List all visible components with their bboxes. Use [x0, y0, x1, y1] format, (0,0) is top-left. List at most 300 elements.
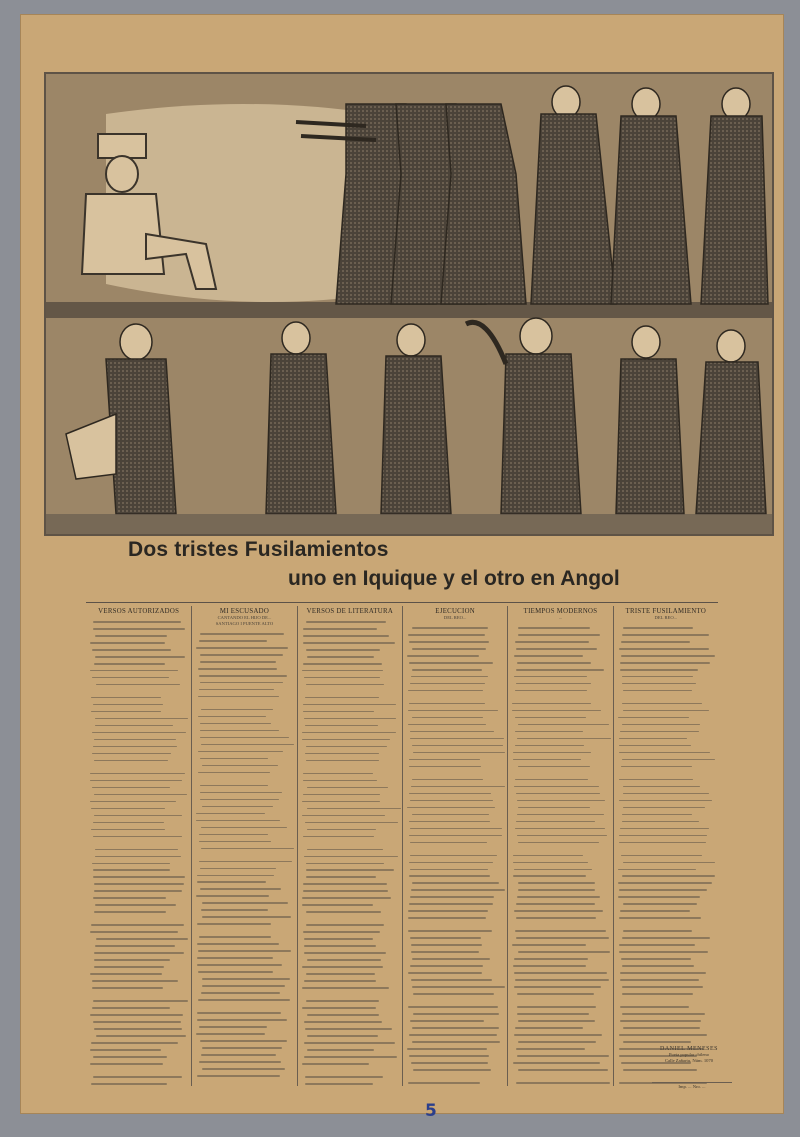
- verse-line: [303, 883, 387, 885]
- verse-line: [304, 1021, 382, 1023]
- verse-line: [199, 861, 292, 863]
- verse-line: [93, 822, 164, 824]
- stanza-gap: [512, 773, 608, 779]
- verse-line: [408, 1006, 498, 1008]
- verse-line: [200, 785, 268, 787]
- verse-line: [410, 738, 504, 740]
- column-subtitle: ...: [558, 615, 563, 620]
- verse-line: [619, 800, 713, 802]
- verse-line: [94, 959, 170, 961]
- verse-line: [618, 896, 700, 898]
- verse-line: [303, 635, 389, 637]
- verse-line: [518, 1041, 596, 1043]
- stanza-gap: [407, 697, 503, 703]
- verse-line: [619, 842, 706, 844]
- verse-line: [517, 835, 607, 837]
- verse-line: [302, 1007, 376, 1009]
- verse-line: [409, 835, 502, 837]
- verse-line: [307, 808, 401, 810]
- verse-line: [305, 725, 378, 727]
- page-number: 5: [425, 1101, 437, 1121]
- verse-line: [199, 1026, 267, 1028]
- verse-line: [518, 807, 590, 809]
- verse-line: [410, 855, 497, 857]
- verse-line: [409, 793, 491, 795]
- verse-line: [412, 882, 500, 884]
- verse-line: [304, 718, 396, 720]
- broadside-sheet: [20, 14, 784, 1121]
- verse-line: [409, 1055, 489, 1057]
- verse-line: [305, 753, 379, 755]
- verse-line: [623, 1069, 697, 1071]
- verse-line: [302, 987, 389, 989]
- verse-line: [90, 1014, 183, 1016]
- stanza-gap: [90, 767, 187, 773]
- verse-line: [202, 978, 290, 980]
- verse-line: [515, 641, 590, 643]
- verse-line: [302, 897, 391, 899]
- column-title: MI ESCUSADO: [219, 608, 270, 615]
- verse-line: [198, 950, 292, 952]
- verse-column: [86, 606, 191, 1086]
- author-signature: [643, 1046, 735, 1064]
- verse-line: [517, 993, 593, 995]
- verse-line: [202, 1047, 282, 1049]
- verse-line: [196, 1033, 265, 1035]
- stanza-gap: [512, 697, 608, 703]
- stanza-gap: [196, 703, 292, 709]
- verse-line: [619, 648, 709, 650]
- verse-line: [618, 717, 689, 719]
- verse-line: [516, 669, 603, 671]
- verse-line: [93, 628, 185, 630]
- verse-line: [306, 684, 384, 686]
- verse-line: [306, 869, 394, 871]
- verse-line: [92, 1007, 170, 1009]
- verse-line: [200, 868, 276, 870]
- verse-line: [623, 1027, 700, 1029]
- verse-line: [200, 730, 278, 732]
- verse-line: [514, 786, 599, 788]
- verse-line: [412, 986, 505, 988]
- verse-line: [622, 634, 709, 636]
- verse-line: [413, 1013, 499, 1015]
- verse-line: [306, 924, 384, 926]
- verse-column: [297, 606, 402, 1086]
- verse-line: [90, 1049, 161, 1051]
- verse-line: [93, 1056, 166, 1058]
- verse-line: [198, 668, 276, 670]
- verse-line: [619, 917, 701, 919]
- verse-line: [200, 682, 283, 684]
- verse-line: [197, 875, 274, 877]
- verse-line: [91, 924, 184, 926]
- column-subtitle: DEL REO...: [654, 615, 678, 620]
- verse-text-block: [196, 633, 292, 1086]
- column-top-rule: [86, 602, 718, 603]
- verse-line: [515, 930, 605, 932]
- verse-line: [622, 676, 693, 678]
- verse-line: [201, 992, 280, 994]
- stanza-gap: [196, 779, 292, 785]
- verse-line: [513, 862, 588, 864]
- verse-line: [411, 676, 488, 678]
- headline-line-1: Dos tristes Fusilamientos: [128, 538, 389, 561]
- verse-line: [92, 863, 170, 865]
- verse-line: [620, 972, 706, 974]
- verse-line: [514, 958, 588, 960]
- verse-line: [94, 794, 187, 796]
- verse-line: [622, 1013, 705, 1015]
- verse-line: [198, 971, 272, 973]
- verse-line: [93, 704, 164, 706]
- verse-line: [303, 780, 378, 782]
- verse-line: [303, 773, 373, 775]
- verse-line: [94, 815, 182, 817]
- verse-line: [200, 758, 268, 760]
- verse-line: [412, 1041, 500, 1043]
- verse-line: [408, 910, 488, 912]
- verse-line: [196, 895, 269, 897]
- verse-line: [623, 903, 697, 905]
- verse-line: [201, 848, 294, 850]
- verse-line: [516, 648, 598, 650]
- verse-line: [411, 786, 504, 788]
- author-name: DANIEL MENESES: [660, 1046, 718, 1052]
- verse-line: [619, 738, 687, 740]
- column-subtitle: CANTANDO EL HIJO DE...: [217, 615, 272, 620]
- verse-line: [302, 966, 383, 968]
- stanza-gap: [302, 691, 398, 697]
- verse-line: [515, 979, 608, 981]
- verse-line: [619, 745, 691, 747]
- verse-text-block: [90, 621, 187, 1086]
- verse-line: [622, 683, 697, 685]
- verse-line: [91, 808, 166, 810]
- verse-line: [411, 944, 482, 946]
- verse-line: [197, 964, 283, 966]
- stanza-gap: [90, 691, 187, 697]
- verse-line: [408, 930, 492, 932]
- verse-line: [303, 836, 375, 838]
- verse-line: [412, 717, 483, 719]
- verse-line: [517, 896, 600, 898]
- verse-line: [306, 1000, 379, 1002]
- verse-line: [199, 834, 268, 836]
- verse-line: [517, 662, 590, 664]
- verse-line: [197, 943, 279, 945]
- verse-line: [620, 910, 690, 912]
- author-address: Calle Zañartu, Núm. 1070: [664, 1058, 714, 1063]
- verse-line: [200, 737, 289, 739]
- verse-line: [410, 683, 485, 685]
- verse-line: [200, 661, 276, 663]
- verse-line: [408, 634, 486, 636]
- stanza-gap: [196, 1082, 292, 1086]
- verse-line: [513, 759, 582, 761]
- verse-line: [303, 711, 374, 713]
- verse-line: [410, 800, 492, 802]
- verse-line: [95, 849, 178, 851]
- verse-line: [302, 1063, 370, 1065]
- verse-line: [305, 1076, 382, 1078]
- verse-line: [410, 1020, 484, 1022]
- verse-line: [303, 794, 380, 796]
- verse-line: [623, 807, 705, 809]
- verse-line: [513, 752, 591, 754]
- verse-line: [620, 1006, 689, 1008]
- verse-line: [94, 911, 166, 913]
- verse-line: [201, 1054, 276, 1056]
- verse-line: [623, 930, 693, 932]
- verse-line: [201, 709, 273, 711]
- verse-line: [306, 911, 382, 913]
- verse-line: [197, 1019, 286, 1021]
- verse-text-block: [618, 627, 714, 1086]
- verse-line: [623, 690, 692, 692]
- verse-line: [90, 780, 182, 782]
- verse-line: [302, 815, 385, 817]
- stanza-gap: [302, 843, 398, 849]
- verse-line: [620, 662, 710, 664]
- verse-line: [307, 787, 387, 789]
- verse-line: [516, 683, 591, 685]
- verse-line: [96, 938, 188, 940]
- verse-line: [93, 1000, 188, 1002]
- verse-line: [518, 766, 590, 768]
- verse-line: [94, 952, 184, 954]
- verse-line: [409, 903, 493, 905]
- verse-line: [408, 972, 482, 974]
- verse-line: [514, 986, 601, 988]
- verse-line: [303, 890, 388, 892]
- stanza-gap: [618, 773, 714, 779]
- verse-line: [92, 987, 163, 989]
- verse-line: [620, 979, 699, 981]
- verse-line: [622, 993, 693, 995]
- verse-line: [512, 710, 600, 712]
- verse-line: [306, 863, 384, 865]
- verse-line: [517, 1006, 596, 1008]
- verse-line: [95, 856, 182, 858]
- verse-line: [302, 801, 380, 803]
- verse-line: [515, 690, 587, 692]
- stanza-gap: [407, 773, 503, 779]
- verse-line: [302, 739, 390, 741]
- verse-line: [202, 806, 273, 808]
- verse-line: [198, 696, 279, 698]
- stanza-gap: [618, 849, 714, 855]
- verse-line: [303, 931, 380, 933]
- verse-line: [199, 1061, 281, 1063]
- verse-line: [408, 710, 498, 712]
- verse-column: [191, 606, 296, 1086]
- verse-line: [409, 703, 485, 705]
- verse-line: [304, 980, 377, 982]
- verse-line: [200, 633, 284, 635]
- verse-line: [518, 1020, 595, 1022]
- verse-line: [623, 627, 692, 629]
- verse-line: [307, 1014, 378, 1016]
- verse-line: [90, 670, 177, 672]
- verse-line: [518, 634, 600, 636]
- verse-line: [409, 662, 493, 664]
- verse-line: [517, 738, 611, 740]
- verse-line: [516, 793, 600, 795]
- verse-line: [618, 869, 697, 871]
- verse-line: [622, 986, 703, 988]
- verse-line: [202, 1068, 285, 1070]
- verse-line: [620, 1020, 700, 1022]
- verse-line: [307, 959, 381, 961]
- verse-line: [517, 814, 604, 816]
- verse-line: [408, 917, 486, 919]
- verse-line: [410, 842, 487, 844]
- verse-line: [93, 1021, 181, 1023]
- verse-line: [306, 760, 378, 762]
- verse-line: [95, 656, 185, 658]
- verse-line: [513, 875, 587, 877]
- verse-line: [306, 621, 386, 623]
- verse-line: [619, 944, 695, 946]
- verse-line: [516, 903, 595, 905]
- verse-line: [621, 958, 691, 960]
- verse-line: [302, 670, 382, 672]
- verse-line: [623, 793, 709, 795]
- verse-line: [197, 1012, 281, 1014]
- verse-line: [91, 1042, 178, 1044]
- verse-line: [514, 676, 588, 678]
- verse-line: [199, 640, 268, 642]
- verse-line: [94, 739, 176, 741]
- verse-line: [307, 849, 383, 851]
- verse-line: [307, 829, 376, 831]
- verse-line: [412, 1027, 498, 1029]
- verse-line: [197, 923, 270, 925]
- verse-line: [623, 786, 700, 788]
- stanza-gap: [512, 849, 608, 855]
- verse-line: [619, 889, 707, 891]
- verse-line: [411, 889, 505, 891]
- verse-line: [94, 1028, 182, 1030]
- priests-top: [531, 86, 768, 304]
- verse-line: [409, 821, 490, 823]
- verse-line: [302, 732, 395, 734]
- verse-line: [622, 821, 699, 823]
- verse-line: [200, 799, 278, 801]
- verse-line: [202, 985, 285, 987]
- verse-line: [407, 807, 495, 809]
- verse-line: [93, 621, 181, 623]
- verse-line: [305, 1083, 373, 1085]
- verse-line: [517, 1013, 588, 1015]
- verse-line: [303, 628, 376, 630]
- verse-line: [518, 842, 600, 844]
- verse-line: [410, 869, 488, 871]
- verse-line: [413, 752, 506, 754]
- verse-line: [411, 1062, 488, 1064]
- verse-line: [90, 1063, 163, 1065]
- verse-line: [409, 862, 493, 864]
- verse-line: [621, 655, 715, 657]
- verse-line: [94, 663, 165, 665]
- verse-line: [96, 1035, 187, 1037]
- verse-line: [92, 649, 171, 651]
- author-title: Poeta popular chileno: [668, 1052, 710, 1057]
- verse-line: [619, 1034, 707, 1036]
- verse-line: [621, 766, 693, 768]
- verse-line: [90, 642, 165, 644]
- verse-line: [199, 841, 270, 843]
- verse-line: [200, 1040, 287, 1042]
- verse-line: [515, 828, 605, 830]
- verse-line: [517, 800, 605, 802]
- verse-line: [620, 669, 698, 671]
- verse-line: [513, 855, 583, 857]
- verse-line: [516, 1048, 585, 1050]
- verse-line: [91, 829, 166, 831]
- verse-line: [518, 724, 609, 726]
- verse-columns: [86, 606, 718, 1086]
- verse-line: [518, 889, 596, 891]
- verse-line: [92, 980, 178, 982]
- verse-line: [621, 641, 690, 643]
- verse-line: [514, 1034, 602, 1036]
- verse-line: [202, 765, 278, 767]
- verse-line: [95, 718, 188, 720]
- verse-line: [93, 746, 177, 748]
- verse-line: [412, 958, 490, 960]
- verse-line: [90, 973, 162, 975]
- verse-line: [516, 821, 595, 823]
- column-title: VERSOS AUTORIZADOS: [98, 608, 180, 615]
- verse-line: [304, 1042, 395, 1044]
- verse-line: [95, 945, 175, 947]
- verse-line: [93, 1076, 182, 1078]
- verse-line: [94, 760, 168, 762]
- stanza-gap: [407, 849, 503, 855]
- verse-line: [91, 711, 162, 713]
- verse-line: [623, 1041, 691, 1043]
- verse-column: [402, 606, 507, 1086]
- verse-line: [307, 1035, 377, 1037]
- verse-line: [90, 931, 178, 933]
- verse-line: [412, 669, 482, 671]
- verse-line: [514, 972, 607, 974]
- column-title: TRISTE FUSILAMIENTO: [625, 608, 707, 615]
- verse-line: [91, 1083, 168, 1085]
- verse-line: [513, 965, 586, 967]
- verse-line: [516, 1082, 610, 1084]
- verse-line: [304, 952, 386, 954]
- column-title: VERSOS DE LITERATURA: [306, 608, 394, 615]
- verse-line: [303, 663, 382, 665]
- verse-line: [305, 1028, 393, 1030]
- verse-line: [200, 888, 281, 890]
- verse-text-block: [512, 627, 608, 1086]
- verse-line: [516, 937, 609, 939]
- verse-line: [306, 973, 375, 975]
- column-title: EJECUCION: [435, 608, 476, 615]
- verse-line: [515, 731, 583, 733]
- verse-line: [304, 945, 376, 947]
- verse-line: [622, 703, 702, 705]
- verse-line: [90, 801, 176, 803]
- verse-line: [305, 822, 399, 824]
- verse-line: [302, 904, 373, 906]
- verse-line: [200, 723, 270, 725]
- verse-line: [201, 744, 294, 746]
